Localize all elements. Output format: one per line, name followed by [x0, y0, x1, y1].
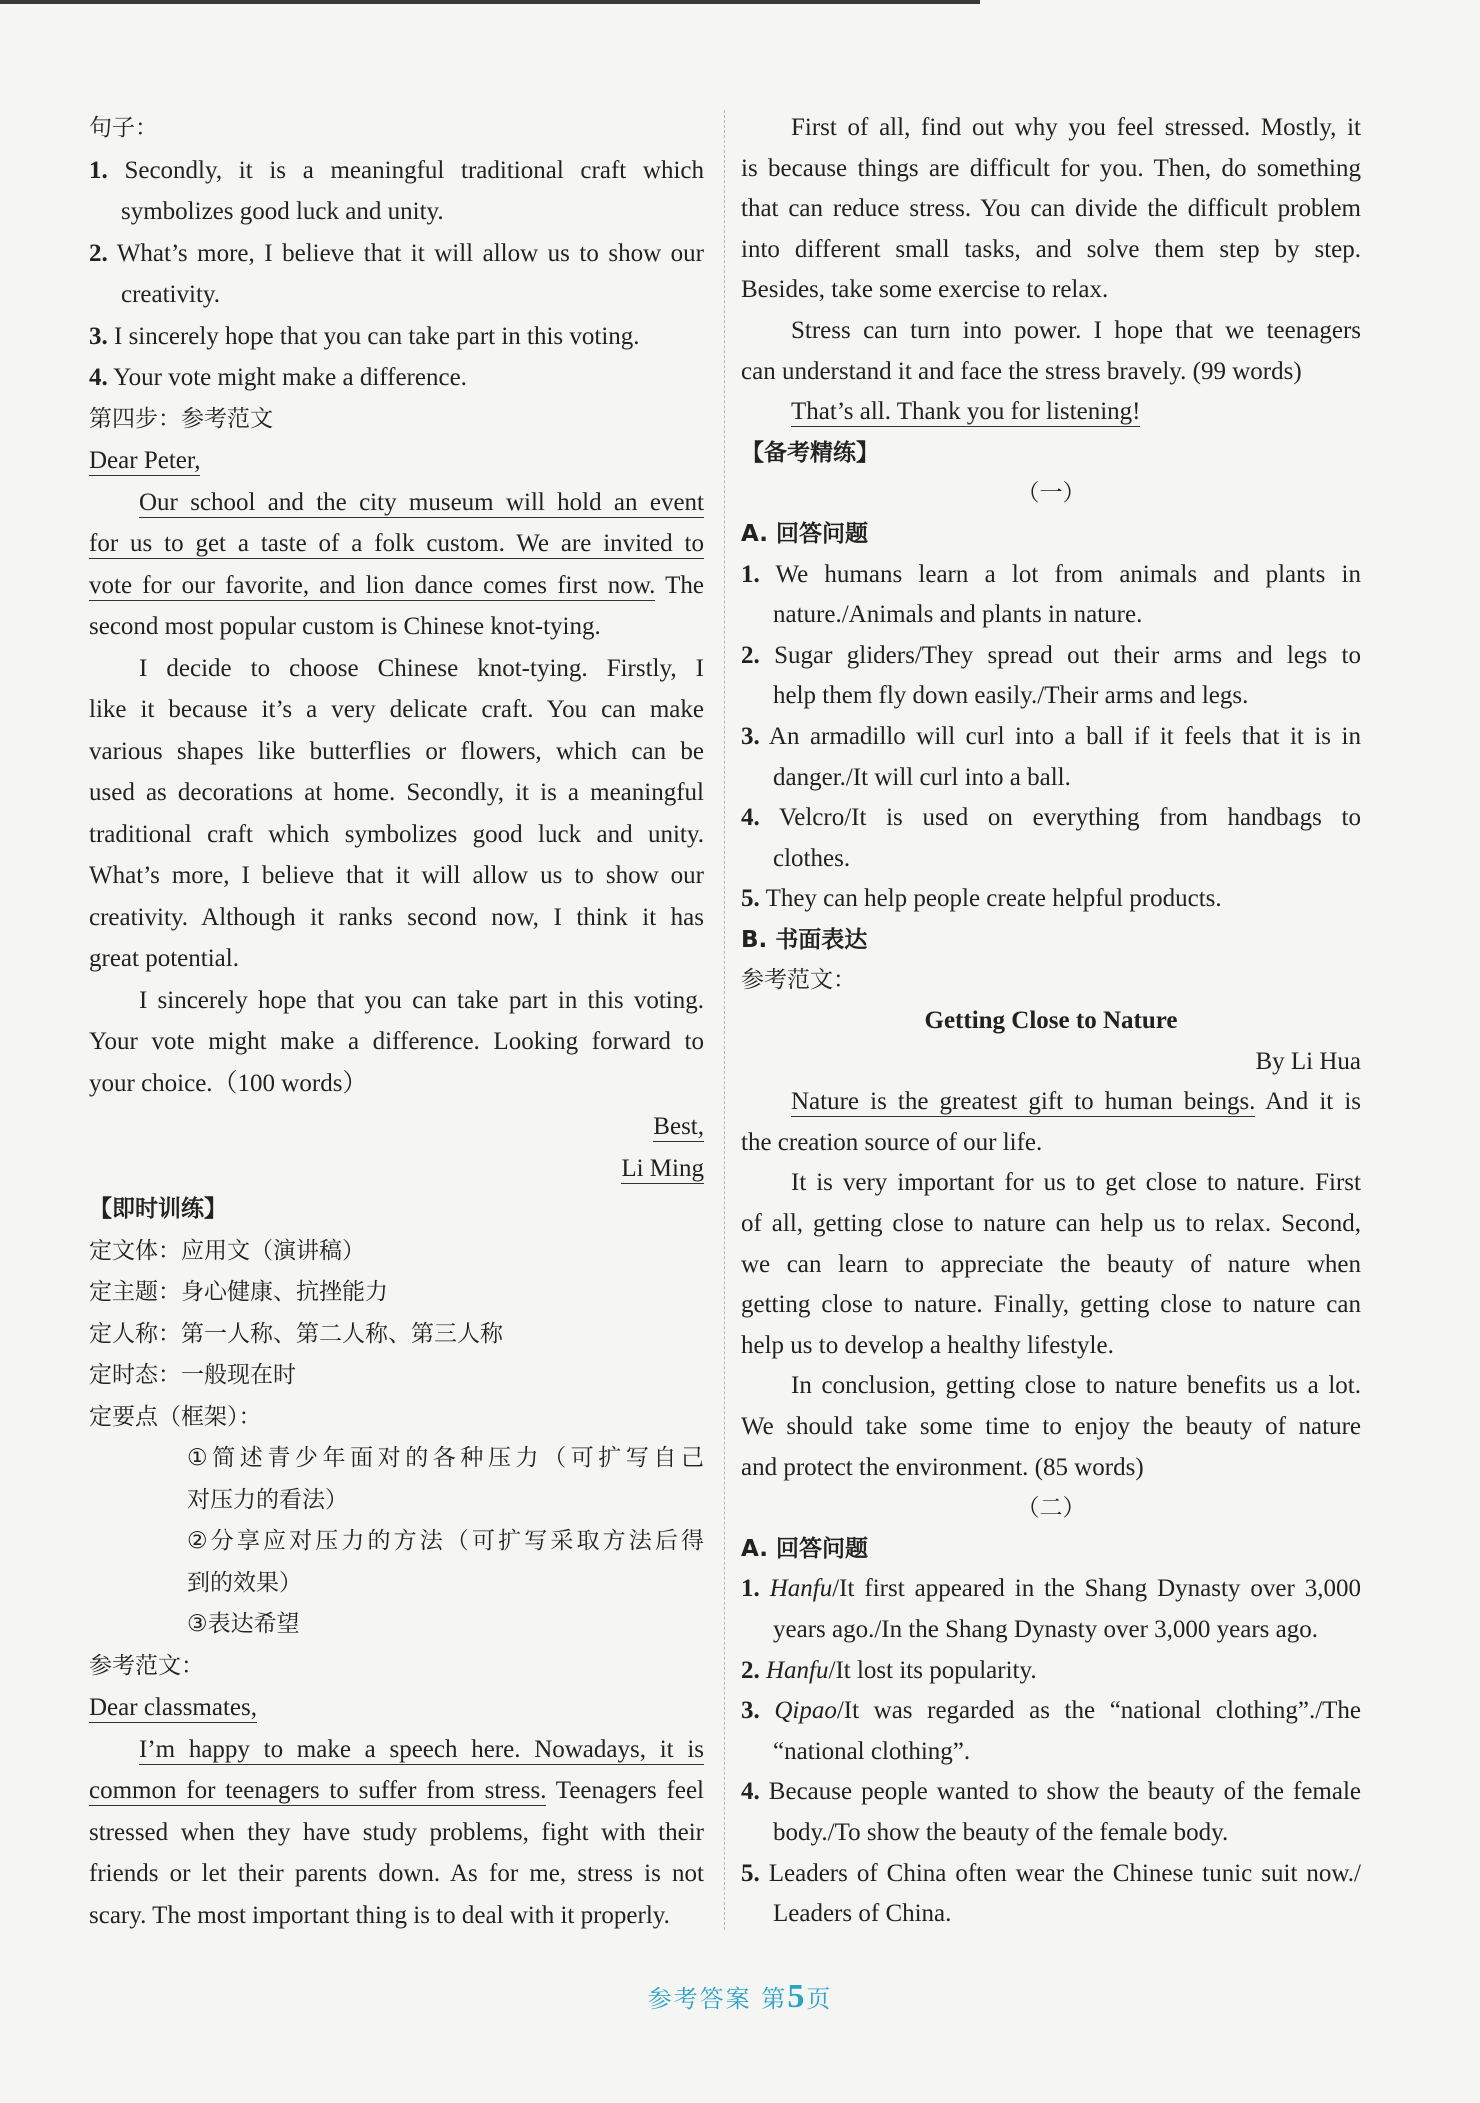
list-item-cont: years ago./In the Shang Dynasty over 3,000 years ago. [773, 1615, 1318, 1643]
letter-line: vote for our favorite, and lion dance comes first now. The [89, 571, 704, 599]
list-item-cont: “national clothing”. [773, 1737, 971, 1765]
training-heading: 【即时训练】 [89, 1196, 227, 1222]
essay-line: It is very important for us to get close to nature. First [791, 1169, 1361, 1197]
letter-line: your choice.（100 words） [89, 1069, 368, 1097]
point-tense: 定时态：一般现在时 [89, 1362, 296, 1388]
list-item-cont: Leaders of China. [773, 1900, 952, 1928]
point-framework: 定要点（框架）： [89, 1403, 262, 1430]
speech-line: I’m happy to make a speech here. Nowadays, it is [139, 1735, 704, 1763]
letter-line: What’s more, I believe that it will allow us to show our [89, 862, 704, 889]
sample-label: 参考范文： [89, 1652, 204, 1679]
essay-line: getting close to nature. Finally, getting close to nature can [741, 1291, 1361, 1319]
letter-line: Our school and the city museum will hold an event [139, 488, 704, 516]
list-item: 4. Because people wanted to show the beauty of the female [741, 1778, 1362, 1806]
section-a2-heading: A. 回答问题 [741, 1535, 868, 1562]
right-column [741, 108, 1361, 1935]
speech-line: can understand it and face the stress bravely. (99 words) [741, 357, 1302, 385]
speech-line: Stress can turn into power. I hope that we teenagers [791, 316, 1361, 344]
answers-part2 [741, 1569, 1361, 1934]
letter-line: used as decorations at home. Secondly, it is a meaningful [89, 779, 704, 806]
letter-line: I decide to choose Chinese knot-tying. Firstly, I [139, 654, 704, 682]
list-item-cont: nature./Animals and plants in nature. [773, 601, 1143, 629]
left-column [89, 108, 704, 1936]
speech-ending: That’s all. Thank you for listening! [791, 398, 1141, 426]
practice-heading: 【备考精练】 [741, 439, 879, 466]
list-item: 2. Sugar gliders/They spread out their arms and legs to [741, 641, 1361, 669]
framework-item-cont: 对压力的看法） [187, 1486, 348, 1513]
list-item: 3. I sincerely hope that you can take part in this voting. [89, 322, 640, 350]
list-item: 1. We humans learn a lot from animals and plants in [741, 560, 1361, 588]
footer-label: 参考答案 第 [647, 1985, 788, 2013]
list-item-cont: clothes. [773, 844, 851, 872]
essay-line: the creation source of our life. [741, 1128, 1043, 1156]
essay [741, 1001, 1361, 1488]
letter-line: creativity. Although it ranks second now, I think it has [89, 903, 704, 931]
letter [89, 440, 704, 1189]
sentences-heading: 句子： [89, 115, 158, 141]
speech-salutation: Dear classmates, [89, 1694, 257, 1721]
part1-title: （一） [1016, 480, 1086, 507]
point-theme: 定主题：身心健康、抗挫能力 [89, 1279, 388, 1305]
essay-line: of all, getting close to nature can help us to relax. Second, [741, 1210, 1361, 1238]
speech-line: Besides, take some exercise to relax. [741, 276, 1109, 304]
essay-line: we can learn to appreciate the beauty of nature when [741, 1250, 1361, 1278]
list-item: 2. What’s more, I believe that it will allow us to show our [89, 239, 704, 267]
speech [89, 1687, 704, 1936]
list-item: 3. An armadillo will curl into a ball if it feels that it is in [741, 722, 1361, 750]
letter-line: various shapes like butterflies or flowers, which can be [89, 737, 704, 765]
list-item: 5. Leaders of China often wear the Chinese tunic suit now./ [741, 1859, 1361, 1887]
footer-suffix: 页 [806, 1985, 833, 2013]
essay-line: We should take some time to enjoy the beauty of nature [741, 1413, 1361, 1440]
framework-item-cont: 到的效果） [187, 1569, 302, 1596]
letter-line: traditional craft which symbolizes good luck and unity. [89, 820, 704, 848]
step4-heading: 第四步：参考范文 [89, 405, 273, 432]
framework-item: ①简述青少年面对的各种压力（可扩写自己 [187, 1445, 704, 1471]
letter-signature: Li Ming [621, 1154, 704, 1182]
list-item: 5. They can help people create helpful products. [741, 885, 1222, 913]
page-footer [0, 1978, 1480, 2016]
list-item-cont: body./To show the beauty of the female body. [773, 1818, 1229, 1846]
list-item: 1. Hanfu/It first appeared in the Shang Dynasty over 3,000 [741, 1575, 1361, 1603]
list-item: 3. Qipao/It was regarded as the “national clothing”./The [741, 1697, 1362, 1725]
letter-line: I sincerely hope that you can take part in this voting. [139, 986, 704, 1014]
list-item-cont: creativity. [121, 281, 221, 308]
letter-line: for us to get a taste of a folk custom. We are invited to [89, 530, 704, 557]
letter-closing: Best, [653, 1113, 704, 1140]
speech-line: common for teenagers to suffer from stress. Teenagers feel [89, 1777, 705, 1804]
speech-line: friends or let their parents down. As for me, stress is not [89, 1860, 704, 1887]
list-item: 2. Hanfu/It lost its popularity. [741, 1656, 1037, 1684]
point-genre: 定文体：应用文（演讲稿） [89, 1237, 365, 1264]
letter-line: like it because it’s a very delicate craft. You can make [89, 696, 704, 723]
letter-line: Your vote might make a difference. Looking forward to [89, 1028, 704, 1055]
framework-item: ③表达希望 [187, 1611, 300, 1637]
essay-line: Nature is the greatest gift to human beings. And it is [791, 1088, 1361, 1116]
section-b-heading: B. 书面表达 [741, 926, 868, 953]
letter-salutation: Dear Peter, [89, 447, 201, 474]
list-item-cont: symbolizes good luck and unity. [121, 198, 444, 225]
section-a-heading: A. 回答问题 [741, 520, 868, 547]
speech-line: First of all, find out why you feel stressed. Mostly, it [791, 114, 1361, 141]
page-number: 5 [787, 1978, 807, 2015]
list-item: 4. Your vote might make a difference. [89, 364, 467, 391]
essay-line: help us to develop a healthy lifestyle. [741, 1331, 1114, 1359]
letter-line: second most popular custom is Chinese knot-tying. [89, 613, 601, 640]
sample-label: 参考范文： [741, 967, 856, 994]
speech-line: is because things are difficult for you. Then, do something [741, 154, 1361, 182]
essay-title: Getting Close to Nature [924, 1007, 1178, 1035]
framework-item: ②分享应对压力的方法（可扩写采取方法后得 [187, 1528, 704, 1554]
point-person: 定人称：第一人称、第二人称、第三人称 [89, 1320, 503, 1347]
letter-line: great potential. [89, 945, 239, 972]
list-item-cont: help them fly down easily./Their arms and legs. [773, 682, 1249, 710]
sentence-list [89, 150, 704, 399]
list-item-cont: danger./It will curl into a ball. [773, 763, 1071, 791]
top-rule [0, 0, 980, 4]
speech-line: scary. The most important thing is to deal with it properly. [89, 1901, 670, 1929]
list-item: 4. Velcro/It is used on everything from handbags to [741, 804, 1361, 832]
speech-line: that can reduce stress. You can divide the difficult problem [741, 195, 1361, 223]
part2-title: （二） [1016, 1495, 1086, 1522]
column-divider [724, 110, 725, 1930]
essay-line: In conclusion, getting close to nature benefits us a lot. [791, 1372, 1361, 1400]
speech-line: into different small tasks, and solve them step by step. [741, 235, 1361, 263]
essay-byline: By Li Hua [1255, 1047, 1361, 1075]
answers-part1 [741, 555, 1361, 920]
list-item: 1. Secondly, it is a meaningful traditional craft which [89, 156, 704, 184]
speech-line: stressed when they have study problems, fight with their [89, 1818, 704, 1846]
essay-line: and protect the environment. (85 words) [741, 1453, 1144, 1481]
